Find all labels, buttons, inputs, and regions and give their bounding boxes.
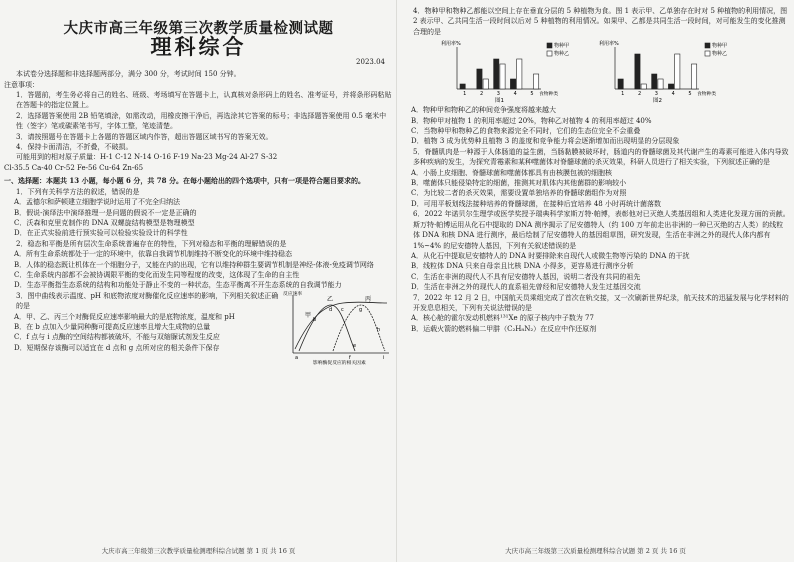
graph-point-label: i <box>383 354 385 361</box>
legend-label: 物种乙 <box>554 51 570 58</box>
question-1-option: B．假说-演绎法中演绎推理一是问题的假说不一定是正确的 <box>14 208 197 217</box>
bar-species-b <box>641 84 646 89</box>
legend-swatch <box>705 51 710 56</box>
question-2-option: D．生态平衡指生态系统的结构和功能处于静止不变的一种状态，生态平衡离不开生态系统的自我调节能力 <box>14 281 342 290</box>
bar-species-b <box>500 64 505 89</box>
question-7-option: A．核心舱的霍尔发动机燃料¹³¹Xe 的原子核内中子数为 77 <box>411 314 594 323</box>
notice-item: 2．选择题答案使用 2B 铅笔填涂，如需改动，用橡皮擦干净后，再选涂其它答案的标号；非选择题答案使用 0.5 毫米中性（签字）笔或碳素笔书写，字体工整，笔迹清楚。 <box>16 111 387 131</box>
question-4-option: A．物种甲和物种乙的种间竞争强度将越来越大 <box>411 106 557 115</box>
question-4-stem: 4．物种甲和物种乙都能以空间上存在垂直分层的 5 种植物为食。图 1 表示甲、乙单独存在时对 5 种植物的利用情况，图 2 表示甲、乙共同生活一段时间以后对 5 种植物的利用情况。如果甲、乙都是共同生活一段时间，对可能发生的变化推测合理的是 <box>413 7 788 36</box>
bar-species-a <box>618 79 623 89</box>
question-4-figures <box>441 39 790 103</box>
x-tick-label: 5 <box>688 91 692 98</box>
graph-series-label: 甲 <box>305 311 312 319</box>
question-5-option: A．小肠上皮细胞、脊髓球菌和噬菌体都具有由核膜包被的细胞核 <box>411 168 613 177</box>
bar-species-b <box>533 74 538 89</box>
graph-point-label: f <box>349 354 351 361</box>
graph-point-label: b <box>313 316 317 323</box>
question-3-option: C．f 点与 i 点酶的空间结构都被破坏，不能与双缩脲试剂发生反应 <box>14 333 220 342</box>
exam-subtitle: 理科综合 <box>150 35 247 60</box>
figure-1-bar-chart <box>441 39 591 103</box>
notice-item: 3．请按照题号在答题卡上各题的答题区域内作答，超出答题区域书写的答案无效。 <box>16 132 273 141</box>
bar-species-b <box>483 79 488 89</box>
x-axis-label: 食物种类 <box>697 92 717 98</box>
legend-swatch <box>547 51 552 56</box>
legend-label: 物种甲 <box>712 43 728 50</box>
bar-species-b <box>691 64 696 89</box>
atomic-mass-line: 可能用到的相对原子质量：H-1 C-12 N-14 O-16 F-19 Na-23 Mg-24 Al-27 S-32 <box>16 153 278 162</box>
x-tick-label: 4 <box>513 91 517 98</box>
question-1-option: D．在正式实验前进行预实验可以检验实验设计的科学性 <box>14 229 188 238</box>
bar-species-a <box>494 59 499 89</box>
y-axis-label: 利用率% <box>441 41 461 48</box>
x-tick-label: 5 <box>530 91 534 98</box>
page-footer: 大庆市高三年级第三次质量检测理科综合试题 第 2 页 共 16 页 <box>505 546 686 555</box>
legend-label: 物种甲 <box>554 43 570 50</box>
graph-point-label: c <box>341 306 344 313</box>
exam-date: 2023.04 <box>356 57 385 66</box>
bar-species-a <box>652 74 657 89</box>
question-1-option: C．沃森和克里克制作的 DNA 双螺旋结构模型是物理模型 <box>14 218 195 227</box>
legend-swatch <box>705 43 710 48</box>
x-axis-label: 食物种类 <box>539 92 559 98</box>
enzyme-curve-graph <box>283 291 393 365</box>
intro-line: 本试卷分选择题和非选择题两部分，满分 300 分，考试时间 150 分钟。 <box>16 70 241 79</box>
question-5-option: D．可用平板划线法接种培养的脊髓球菌，在接种后宜培养 48 小时再统计菌落数 <box>411 199 661 208</box>
question-3-option: B．在 b 点加入少量同种酶可提高反应速率且增大生成物的总量 <box>14 322 211 331</box>
question-2-stem: 2．稳态和平衡是所有层次生命系统普遍存在的特性，下列对稳态和平衡的理解错误的是 <box>16 239 287 248</box>
legend-swatch <box>547 43 552 48</box>
figure-2-bar-chart <box>599 39 749 103</box>
x-tick-label: 3 <box>654 91 658 98</box>
bar-species-b <box>675 54 680 89</box>
bar-species-a <box>510 79 515 89</box>
x-tick-label: 1 <box>621 91 625 98</box>
graph-series-label: 丙 <box>365 295 372 303</box>
bar-species-b <box>658 79 663 89</box>
page-fold <box>396 0 397 562</box>
question-6-option: B．线粒体 DNA 只来自母亲且比核 DNA 小得多，更容易进行测序分析 <box>411 262 634 271</box>
question-6-stem: 6．2022 年诺贝尔生理学或医学奖授予瑞典科学家斯万特·帕博，表彰他对已灭绝人类基因组和人类进化发现方面的贡献。斯万特·帕博运用从化石中提取的 DNA 测序揭示了尼安德特人（约 100 万年前走出非洲的一种已灭绝的古人类）的线粒体 DNA 和核 DNA 进行测序，最后绘制了尼安德特人的基因组草图，研究发现，生活在非洲之外的现代人体内都有 1%~4% 的尼安德特人基因，下列有关叙述错误的是 <box>413 210 790 250</box>
graph-series-label: 乙 <box>327 295 334 303</box>
question-4-option: C．当物种甲和物种乙的食物来源完全不同时，它们的生态位完全不会重叠 <box>411 127 641 136</box>
bar-species-b <box>517 59 522 89</box>
atomic-mass-line: Cl-35.5 Ca-40 Cr-52 Fe-56 Cu-64 Zn-65 <box>4 163 144 172</box>
question-2-option: C．生命系统内部都不会被协调限平衡的变化而发生同等程度的改变，这体现了生命的自主性 <box>14 270 300 279</box>
question-7-option: B．运载火箭的燃料偏二甲肼（C₂H₈N₂）在反应中作还原剂 <box>411 324 597 333</box>
page-1 <box>4 0 393 562</box>
question-3-option: A．甲、乙、丙三个对酶促反应速率影响最大的是底物浓度，温度和 pH <box>14 312 235 321</box>
x-tick-label: 2 <box>637 91 642 98</box>
chart-title: 图2 <box>653 98 662 104</box>
question-2-option: B．人体的稳态既让机体在一个细胞分子，又能在内的出现，它有以维持种群生要调节机制是神经-体液-免疫调节网络 <box>14 260 374 269</box>
bar-species-a <box>668 84 673 89</box>
graph-point-label: d <box>329 306 333 313</box>
graph-x-label: 影响酶促反应的相关因素 <box>313 360 366 365</box>
question-5-option: C．为比较二者的杀灭效果，需要设置单独培养的脊髓球菌组作为对照 <box>411 189 627 198</box>
question-3-option: D．短期保存该酶可以适宜在 d 点和 g 点所对应的相关条件下保存 <box>14 343 220 352</box>
question-6-option: C．生活在非洲的现代人不具有尼安德特人基因，说明二者没有共同的祖先 <box>411 272 641 281</box>
question-7-stem: 7．2022 年 12 月 2 日，中国航天员乘组完成了首次在轨交接，又一次刷新世界纪录，航天技术的迅猛发展与化学材料的开发息息相关，下列有关说法错误的是 <box>413 293 789 312</box>
graph-point-label: a <box>295 354 299 361</box>
question-3-block <box>4 291 393 365</box>
exam-title: 大庆市高三年级第三次教学质量检测试题 <box>63 21 334 37</box>
chart-title: 图1 <box>495 98 504 104</box>
x-tick-label: 3 <box>496 91 500 98</box>
bar-species-a <box>477 69 482 89</box>
y-axis-label: 利用率% <box>599 41 619 48</box>
question-3-stem: 3．图中曲线表示温度、pH 和底物浓度对酶催化反应速率的影响，下列相关叙述正确的是 <box>16 291 279 311</box>
bar-species-a <box>635 54 640 89</box>
x-tick-label: 4 <box>671 91 675 98</box>
question-6-option: A．从化石中提取尼安德特人的 DNA 时要排除来自现代人或微生物等污染的 DNA 的干扰 <box>411 251 690 260</box>
page-2 <box>401 0 790 562</box>
legend-label: 物种乙 <box>712 51 728 58</box>
question-1-stem: 1．下列有关科学方法的叙述，错误的是 <box>16 187 140 196</box>
question-4-option: B．物种甲对植物 1 的利用率超过 20%，物种乙对植物 4 的利用率超过 40% <box>411 116 652 125</box>
graph-point-label: e <box>353 342 357 349</box>
question-2-option: A．所有生命系统都处于一定的环境中，依靠自我调节机制维持不断变化的环境中维持稳态 <box>14 250 293 259</box>
page-footer: 大庆市高三年级第三次教学质量检测理科综合试题 第 1 页 共 16 页 <box>101 546 296 555</box>
question-5-stem: 5．脊髓肌肉是一种源于人体肠道的益生菌，当肠黏膜被破坏时，肠道内的脊髓球菌及其代谢产生的毒素可能进入体内导致多种疾病的发生，为探究青霉素和某种噬菌体对脊髓球菌的杀灭效果，科研人员进行了相关实验，下列叙述正确的是 <box>413 147 789 167</box>
bar-species-a <box>460 84 465 89</box>
question-5-option: B．噬菌体只能侵染特定的细菌，推测其对肌体内其他菌群的影响较小 <box>411 179 627 188</box>
notice-item: 1．答题前，考生务必将自己的姓名、班级、考场填写在答题卡上，认真核对条形码上的姓名、准考证号，并将条形码粘贴在答题卡的指定位置上。 <box>16 91 392 110</box>
graph-point-label: h <box>377 326 381 333</box>
graph-y-label: 反应速率 <box>283 291 303 297</box>
question-1-option: A．孟德尔和萨顿建立细胞学说时运用了不完全归纳法 <box>14 198 181 207</box>
question-4-option: D．植物 3 成为优势种且植物 3 的盖度和竞争能力将会逐渐增加而出现明显的分层现象 <box>411 137 680 146</box>
question-6-option: D．生活在非洲之外的现代人的直系祖先曾经和尼安德特人发生过基因交流 <box>411 283 641 292</box>
section-heading: 一、选择题：本题共 13 小题，每小题 6 分，共 78 分。在每小题给出的四个选项中，只有一项是符合题目要求的。 <box>4 176 365 186</box>
notice-item: 4．保持卡面清洁，不折叠，不破损。 <box>16 143 133 152</box>
x-tick-label: 1 <box>463 91 467 98</box>
x-tick-label: 2 <box>479 91 484 98</box>
graph-point-label: g <box>359 306 363 313</box>
notice-heading: 注意事项： <box>4 80 39 89</box>
